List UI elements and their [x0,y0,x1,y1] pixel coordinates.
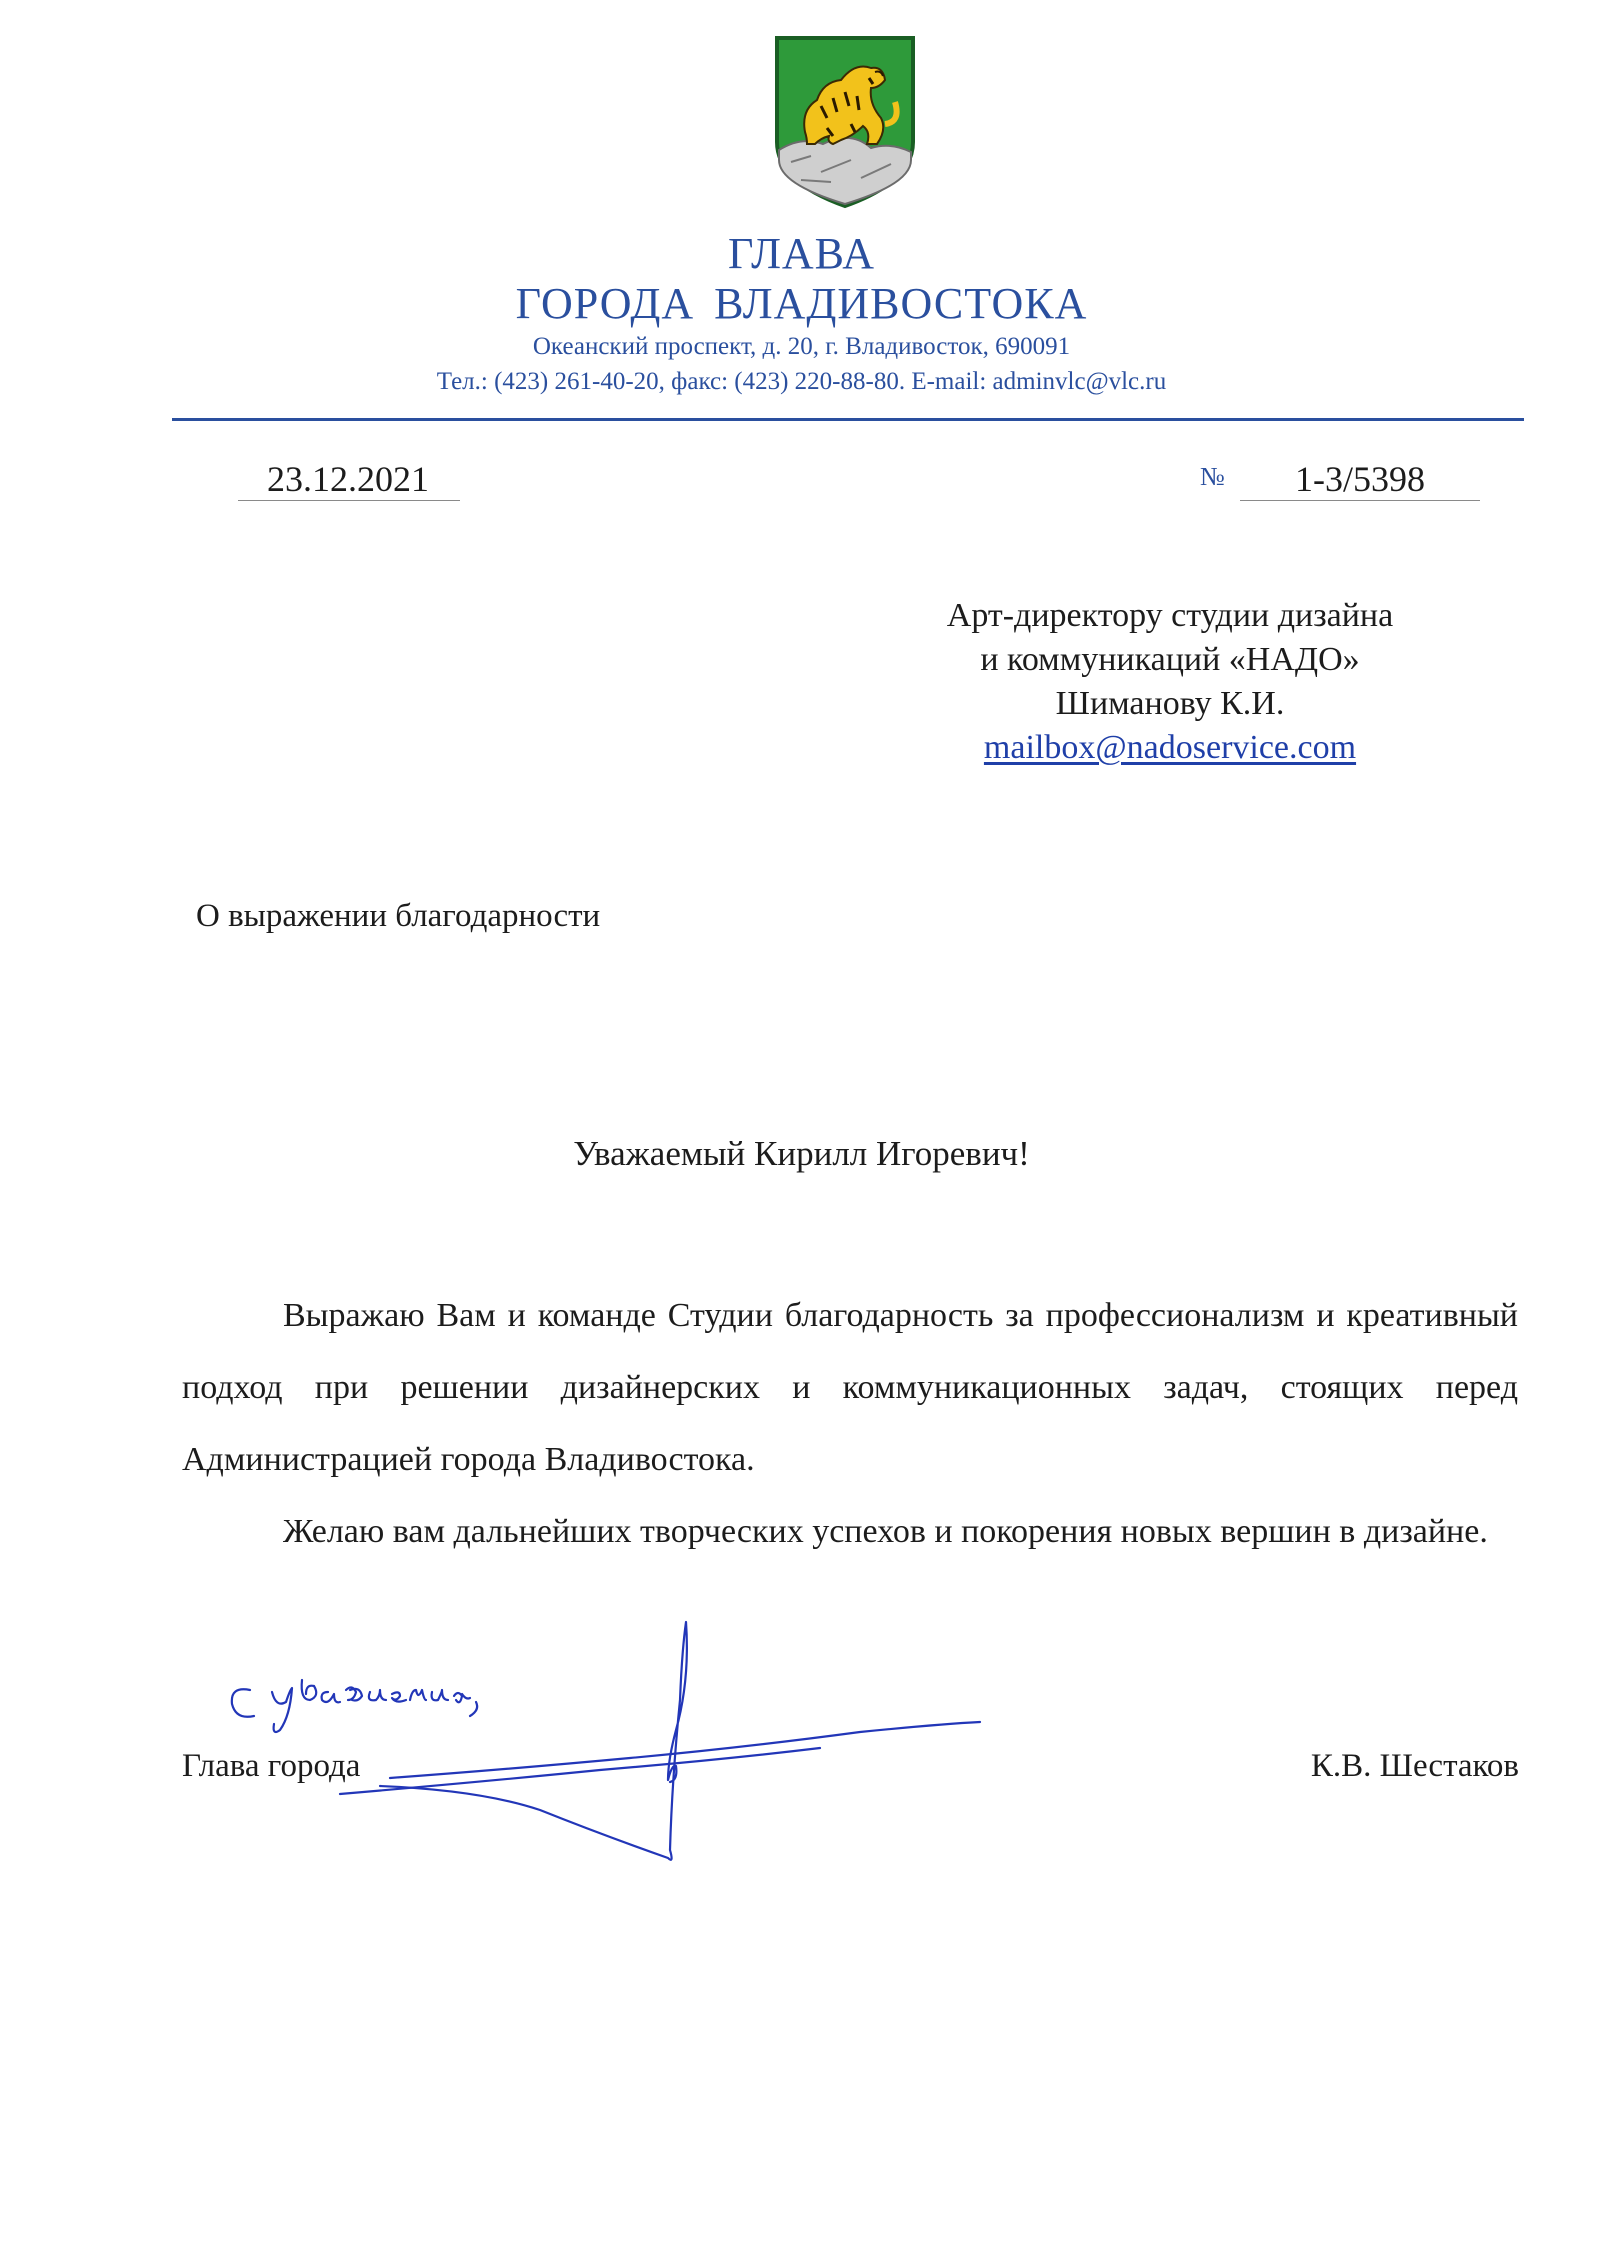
letter-body [182,1280,1518,1568]
body-paragraph-1: Выражаю Вам и команде Студии благодарность за профессионализм и креативный подход при решении дизайнерских и коммуникационных задач, стоящих перед Администрацией города Владивостока. [182,1297,1518,1478]
header-title: ГЛАВА [727,229,876,278]
signatory-position: Глава города [182,1748,361,1784]
letter-greeting: Уважаемый Кирилл Игоревич! [573,1134,1030,1173]
header-address: Океанский проспект, д. 20, г. Владивосток, 690091 [532,333,1071,360]
date-underline [238,500,460,501]
body-paragraph-2: Желаю вам дальнейших творческих успехов и покорения новых вершин в дизайне. [283,1513,1488,1550]
header-contacts: Тел.: (423) 261-40-20, факс: (423) 220-88-80. E-mail: adminvlc@vlc.ru [436,368,1167,395]
addressee-block [850,594,1490,770]
header-city: ГОРОДА ВЛАДИВОСТОКА [515,279,1088,328]
number-sign: № [1200,462,1225,491]
number-underline [1240,500,1480,501]
addressee-email-link[interactable]: mailbox@nadoservice.com [983,729,1357,766]
vladivostok-coat-of-arms-icon [771,32,919,210]
signatory-name: К.В. Шестаков [1310,1748,1519,1784]
letter-number: 1-3/5398 [1295,459,1425,499]
addressee-line1: Арт-директору студии дизайна [946,597,1394,634]
header-divider [172,418,1524,421]
letter-subject: О выражении благодарности [196,898,601,934]
letter-date: 23.12.2021 [267,459,429,499]
addressee-line2: и коммуникаций «НАДО» [980,641,1360,678]
addressee-line3: Шиманову К.И. [1055,685,1285,722]
